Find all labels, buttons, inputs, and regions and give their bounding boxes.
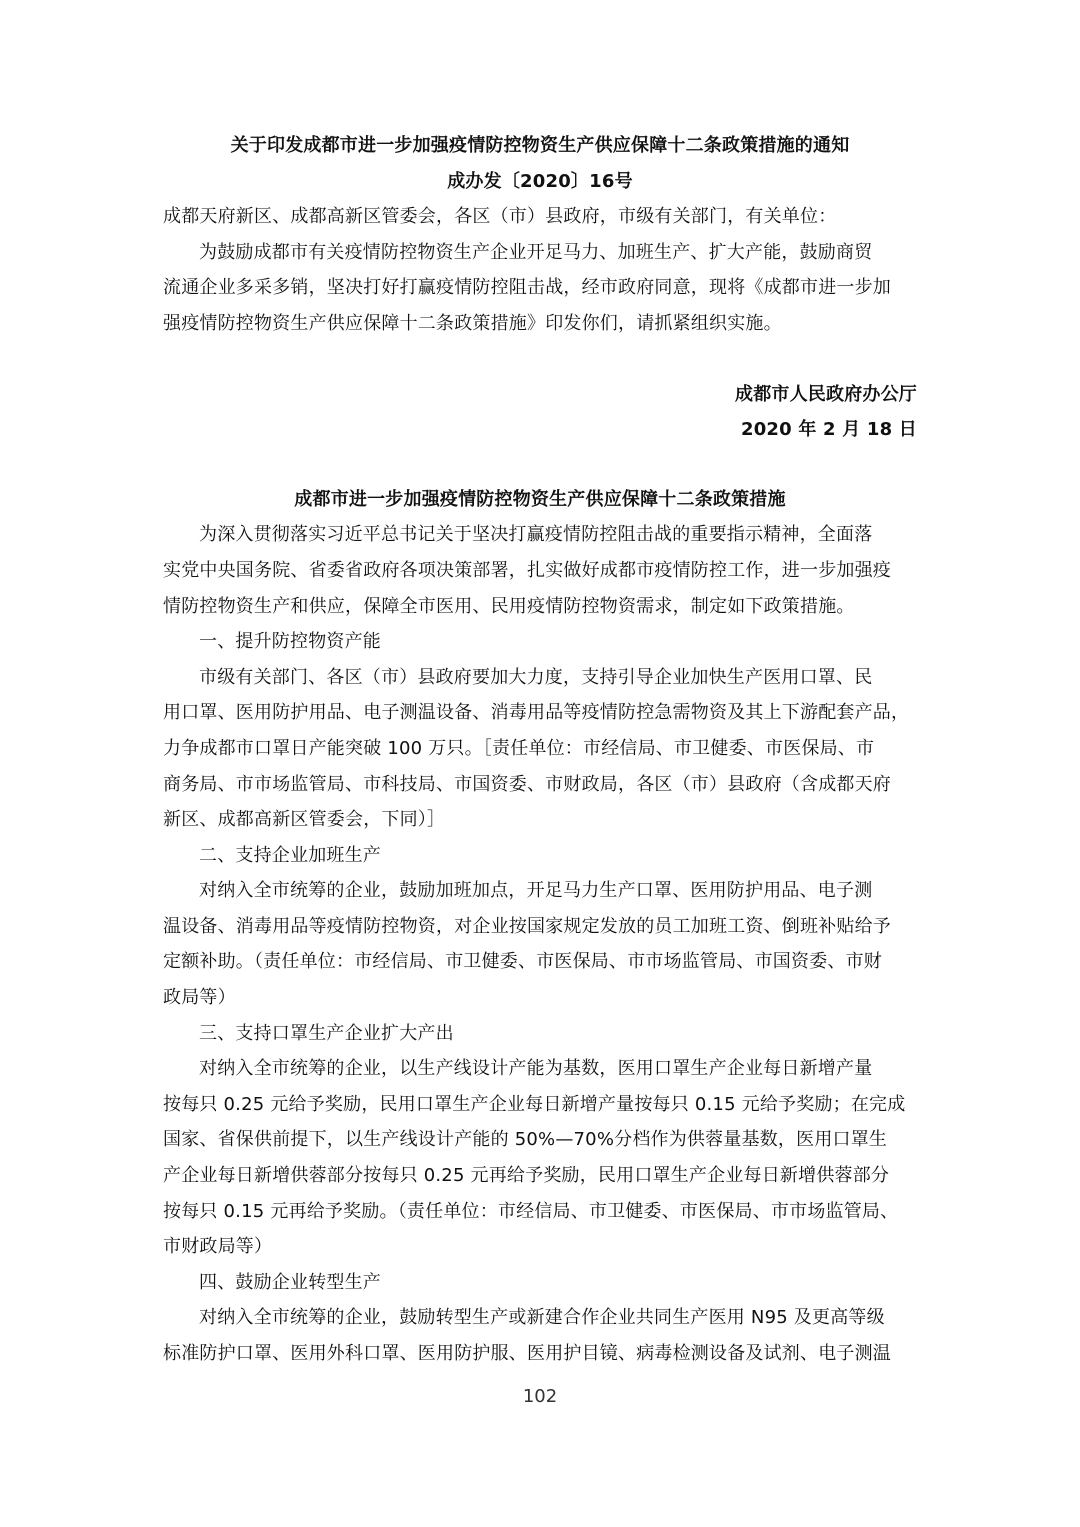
section-2-line: 政局等） [163,987,236,1009]
intro-line: 为深入贯彻落实习近平总书记关于坚决打赢疫情防控阻击战的重要指示精神，全面落 [199,524,873,546]
section-heading-1: 一、提升防控物资产能 [199,631,381,653]
section-1-line: 商务局、市市场监管局、市科技局、市国资委、市财政局，各区（市）县政府（含成都天府 [163,773,891,795]
section-heading-3: 三、支持口罩生产企业扩大产出 [199,1022,454,1044]
notice-body-line: 流通企业多采多销，坚决打好打赢疫情防控阻击战，经市政府同意，现将《成都市进一步加 [163,277,891,299]
section-1-line: 力争成都市口罩日产能突破 100 万只。［责任单位：市经信局、市卫健委、市医保局、市 [163,737,875,759]
doc-number: 成办发〔2020〕16号 [447,170,633,192]
issue-date: 2020 年 2 月 18 日 [740,419,917,441]
section-4-line: 标准防护口罩、医用外科口罩、医用防护服、医用护目镜、病毒检测设备及试剂、电子测温 [163,1343,891,1364]
notice-body-line: 为鼓励成都市有关疫情防控物资生产企业开足马力、加班生产、扩大产能，鼓励商贸 [199,241,873,263]
section-3-line: 产企业每日新增供蓉部分按每只 0.25 元再给予奖励，民用口罩生产企业每日新增供蓉部分 [163,1165,890,1187]
intro-line: 实党中央国务院、省委省政府各项决策部署，扎实做好成都市疫情防控工作，进一步加强疫 [163,559,891,581]
addressee: 成都天府新区、成都高新区管委会，各区（市）县政府，市级有关部门，有关单位： [163,206,837,228]
section-1-line: 市级有关部门、各区（市）县政府要加大力度，支持引导企业加快生产医用口罩、民 [199,666,873,688]
section-4-line: 对纳入全市统筹的企业，鼓励转型生产或新建合作企业共同生产医用 N95 及更高等级 [199,1307,885,1329]
section-heading-2: 二、支持企业加班生产 [199,844,381,866]
section-3-line: 按每只 0.15 元再给予奖励。（责任单位：市经信局、市卫健委、市医保局、市市场监管局、 [163,1200,899,1222]
section-heading-4: 四、鼓励企业转型生产 [199,1271,381,1293]
section-3-line: 对纳入全市统筹的企业，以生产线设计产能为基数，医用口罩生产企业每日新增产量 [199,1058,873,1080]
section-3-line: 按每只 0.25 元给予奖励，民用口罩生产企业每日新增产量按每只 0.15 元给予奖励；在完成 [163,1093,906,1115]
section-2-line: 温设备、消毒用品等疫情防控物资，对企业按国家规定发放的员工加班工资、倒班补贴给予 [163,915,891,937]
section-2-line: 对纳入全市统筹的企业，鼓励加班加点，开足马力生产口罩、医用防护用品、电子测 [199,880,873,902]
issuer-signature: 成都市人民政府办公厅 [735,383,917,405]
section-3-line: 国家、省保供前提下，以生产线设计产能的 50%—70%分档作为供蓉量基数，医用口罩生 [163,1129,888,1151]
section-2-line: 定额补助。（责任单位：市经信局、市卫健委、市医保局、市市场监管局、市国资委、市财 [163,951,882,973]
notice-body-line: 强疫情防控物资生产供应保障十二条政策措施》印发你们，请抓紧组织实施。 [163,312,782,334]
notice-title: 关于印发成都市进一步加强疫情防控物资生产供应保障十二条政策措施的通知 [230,135,850,156]
section-3-line: 市财政局等） [163,1236,273,1258]
document-page [163,128,917,1372]
intro-line: 情防控物资生产和供应，保障全市医用、民用疫情防控物资需求，制定如下政策措施。 [163,595,855,617]
measures-title: 成都市进一步加强疫情防控物资生产供应保障十二条政策措施 [294,488,786,510]
page-number: 102 [522,1386,558,1407]
section-1-line: 新区、成都高新区管委会，下同）］ [163,809,446,831]
section-1-line: 用口罩、医用防护用品、电子测温设备、消毒用品等疫情防控急需物资及其上下游配套产品， [163,702,910,724]
